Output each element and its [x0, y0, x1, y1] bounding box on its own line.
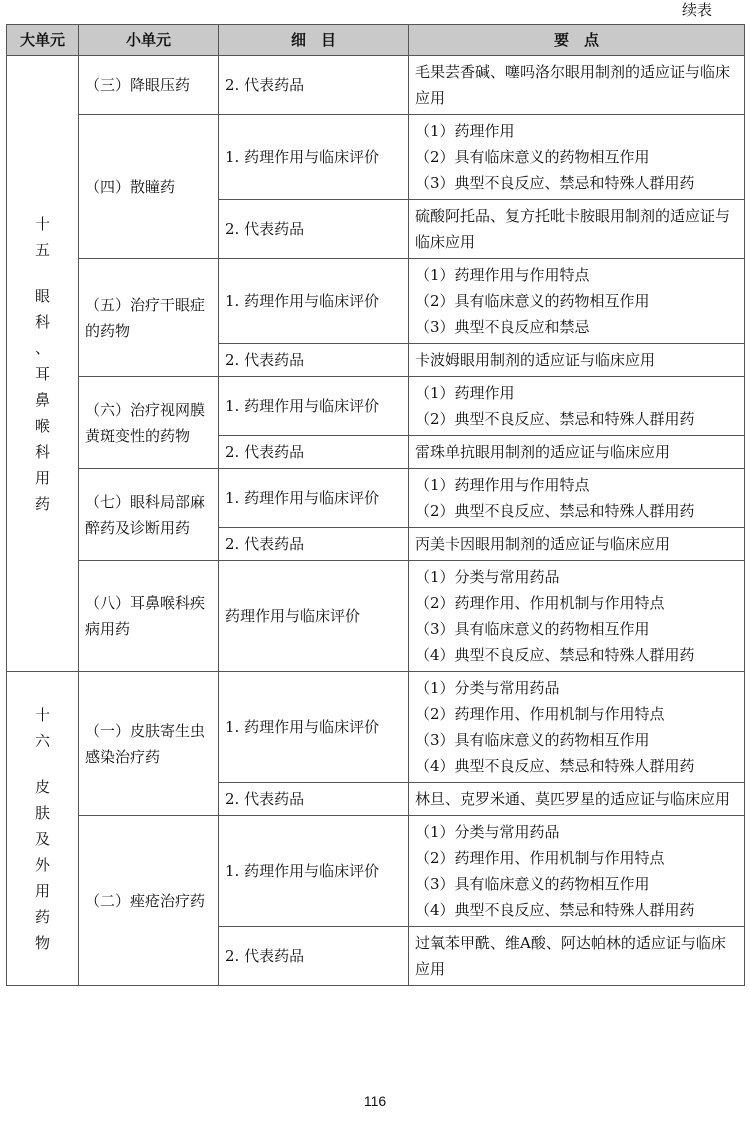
major-unit-char: 物	[34, 933, 50, 952]
sub-unit-cell: （五）治疗干眼症的药物	[79, 259, 219, 377]
sub-unit-cell: （二）痤疮治疗药	[79, 816, 219, 986]
major-unit-char: 科	[34, 312, 50, 331]
points-cell	[409, 927, 745, 986]
major-unit-char: 耳	[34, 364, 50, 383]
detail-cell: 2. 代表药品	[219, 783, 409, 816]
major-unit-char: 及	[34, 829, 50, 848]
point-line: （1）分类与常用药品	[415, 568, 560, 586]
points-cell	[409, 469, 745, 528]
point-line: （1）药理作用与作用特点	[415, 476, 590, 494]
major-unit-char: 外	[34, 855, 50, 874]
header-row	[7, 25, 745, 56]
table-row	[7, 115, 745, 200]
table-row	[7, 469, 745, 528]
detail-cell: 1. 药理作用与临床评价	[219, 816, 409, 927]
point-line: 过氧苯甲酰、维A酸、阿达帕林的适应证与临床应用	[415, 934, 726, 978]
header-detail: 细 目	[219, 25, 409, 56]
point-line: 林旦、克罗米通、莫匹罗星的适应证与临床应用	[415, 790, 731, 808]
major-unit-gap	[7, 754, 78, 774]
table-row	[7, 259, 745, 344]
points-cell	[409, 672, 745, 783]
table-row	[7, 816, 745, 927]
point-line: 卡波姆眼用制剂的适应证与临床应用	[415, 351, 656, 369]
table-row	[7, 672, 745, 783]
point-line: （2）具有临床意义的药物相互作用	[415, 148, 650, 166]
point-line: （3）典型不良反应和禁忌	[415, 318, 590, 336]
page-number: 116	[363, 1093, 387, 1109]
point-line: （3）典型不良反应、禁忌和特殊人群用药	[415, 174, 695, 192]
point-line: （2）典型不良反应、禁忌和特殊人群用药	[415, 410, 695, 428]
header-points: 要 点	[409, 25, 745, 56]
point-line: （4）典型不良反应、禁忌和特殊人群用药	[415, 646, 695, 664]
major-unit-name	[7, 702, 78, 956]
point-line: 丙美卡因眼用制剂的适应证与临床应用	[415, 535, 671, 553]
table-row	[7, 561, 745, 672]
detail-cell: 2. 代表药品	[219, 200, 409, 259]
major-unit-char: 肤	[34, 803, 50, 822]
points-cell	[409, 528, 745, 561]
continued-label: 续表	[681, 1, 712, 19]
major-unit-gap	[7, 263, 78, 283]
sub-unit-cell: （一）皮肤寄生虫感染治疗药	[79, 672, 219, 816]
points-cell	[409, 200, 745, 259]
detail-cell: 2. 代表药品	[219, 344, 409, 377]
header-major-unit: 大单元	[7, 25, 79, 56]
major-unit-name	[7, 211, 78, 517]
point-line: （4）典型不良反应、禁忌和特殊人群用药	[415, 757, 695, 775]
points-cell	[409, 436, 745, 469]
point-line: （2）药理作用、作用机制与作用特点	[415, 594, 665, 612]
major-unit-char: 皮	[34, 777, 50, 796]
points-cell	[409, 259, 745, 344]
point-line: （2）具有临床意义的药物相互作用	[415, 292, 650, 310]
points-cell	[409, 56, 745, 115]
major-unit-char: 用	[34, 881, 50, 900]
points-cell	[409, 344, 745, 377]
sub-unit-cell: （八）耳鼻喉科疾病用药	[79, 561, 219, 672]
major-unit-char: 药	[34, 494, 50, 513]
point-line: （1）药理作用	[415, 122, 515, 140]
sub-unit-cell: （七）眼科局部麻醉药及诊断用药	[79, 469, 219, 561]
detail-cell: 2. 代表药品	[219, 56, 409, 115]
point-line: （3）具有临床意义的药物相互作用	[415, 875, 650, 893]
major-unit-cell	[7, 672, 79, 986]
detail-cell: 1. 药理作用与临床评价	[219, 259, 409, 344]
major-unit-cell	[7, 56, 79, 672]
detail-cell: 2. 代表药品	[219, 927, 409, 986]
points-cell	[409, 115, 745, 200]
major-unit-char: 药	[34, 907, 50, 926]
points-cell	[409, 377, 745, 436]
point-line: （2）药理作用、作用机制与作用特点	[415, 849, 665, 867]
major-unit-char: 鼻	[34, 390, 50, 409]
point-line: （1）分类与常用药品	[415, 679, 560, 697]
major-unit-char: 、	[34, 338, 50, 357]
table-row	[7, 377, 745, 436]
sub-unit-cell: （三）降眼压药	[79, 56, 219, 115]
point-line: 硫酸阿托品、复方托吡卡胺眼用制剂的适应证与临床应用	[415, 207, 731, 251]
detail-cell: 1. 药理作用与临床评价	[219, 672, 409, 783]
point-line: 雷珠单抗眼用制剂的适应证与临床应用	[415, 443, 671, 461]
point-line: （2）药理作用、作用机制与作用特点	[415, 705, 665, 723]
points-cell	[409, 783, 745, 816]
points-cell	[409, 816, 745, 927]
points-cell	[409, 561, 745, 672]
point-line: （1）药理作用	[415, 384, 515, 402]
header-sub-unit: 小单元	[79, 25, 219, 56]
detail-cell: 2. 代表药品	[219, 528, 409, 561]
point-line: （2）典型不良反应、禁忌和特殊人群用药	[415, 502, 695, 520]
major-unit-char: 十	[34, 214, 50, 233]
detail-cell: 1. 药理作用与临床评价	[219, 115, 409, 200]
major-unit-char: 十	[34, 705, 50, 724]
table-row	[7, 56, 745, 115]
major-unit-char: 五	[34, 240, 50, 259]
major-unit-char: 六	[34, 731, 50, 750]
detail-cell: 2. 代表药品	[219, 436, 409, 469]
sub-unit-cell: （四）散瞳药	[79, 115, 219, 259]
detail-cell: 1. 药理作用与临床评价	[219, 377, 409, 436]
detail-cell: 药理作用与临床评价	[219, 561, 409, 672]
syllabus-table	[6, 24, 745, 986]
point-line: （4）典型不良反应、禁忌和特殊人群用药	[415, 901, 695, 919]
major-unit-char: 用	[34, 468, 50, 487]
point-line: （1）分类与常用药品	[415, 823, 560, 841]
point-line: （1）药理作用与作用特点	[415, 266, 590, 284]
major-unit-char: 科	[34, 442, 50, 461]
point-line: （3）具有临床意义的药物相互作用	[415, 620, 650, 638]
sub-unit-cell: （六）治疗视网膜黄斑变性的药物	[79, 377, 219, 469]
point-line: 毛果芸香碱、噻吗洛尔眼用制剂的适应证与临床应用	[415, 63, 731, 107]
detail-cell: 1. 药理作用与临床评价	[219, 469, 409, 528]
point-line: （3）具有临床意义的药物相互作用	[415, 731, 650, 749]
major-unit-char: 眼	[34, 286, 50, 305]
major-unit-char: 喉	[34, 416, 50, 435]
